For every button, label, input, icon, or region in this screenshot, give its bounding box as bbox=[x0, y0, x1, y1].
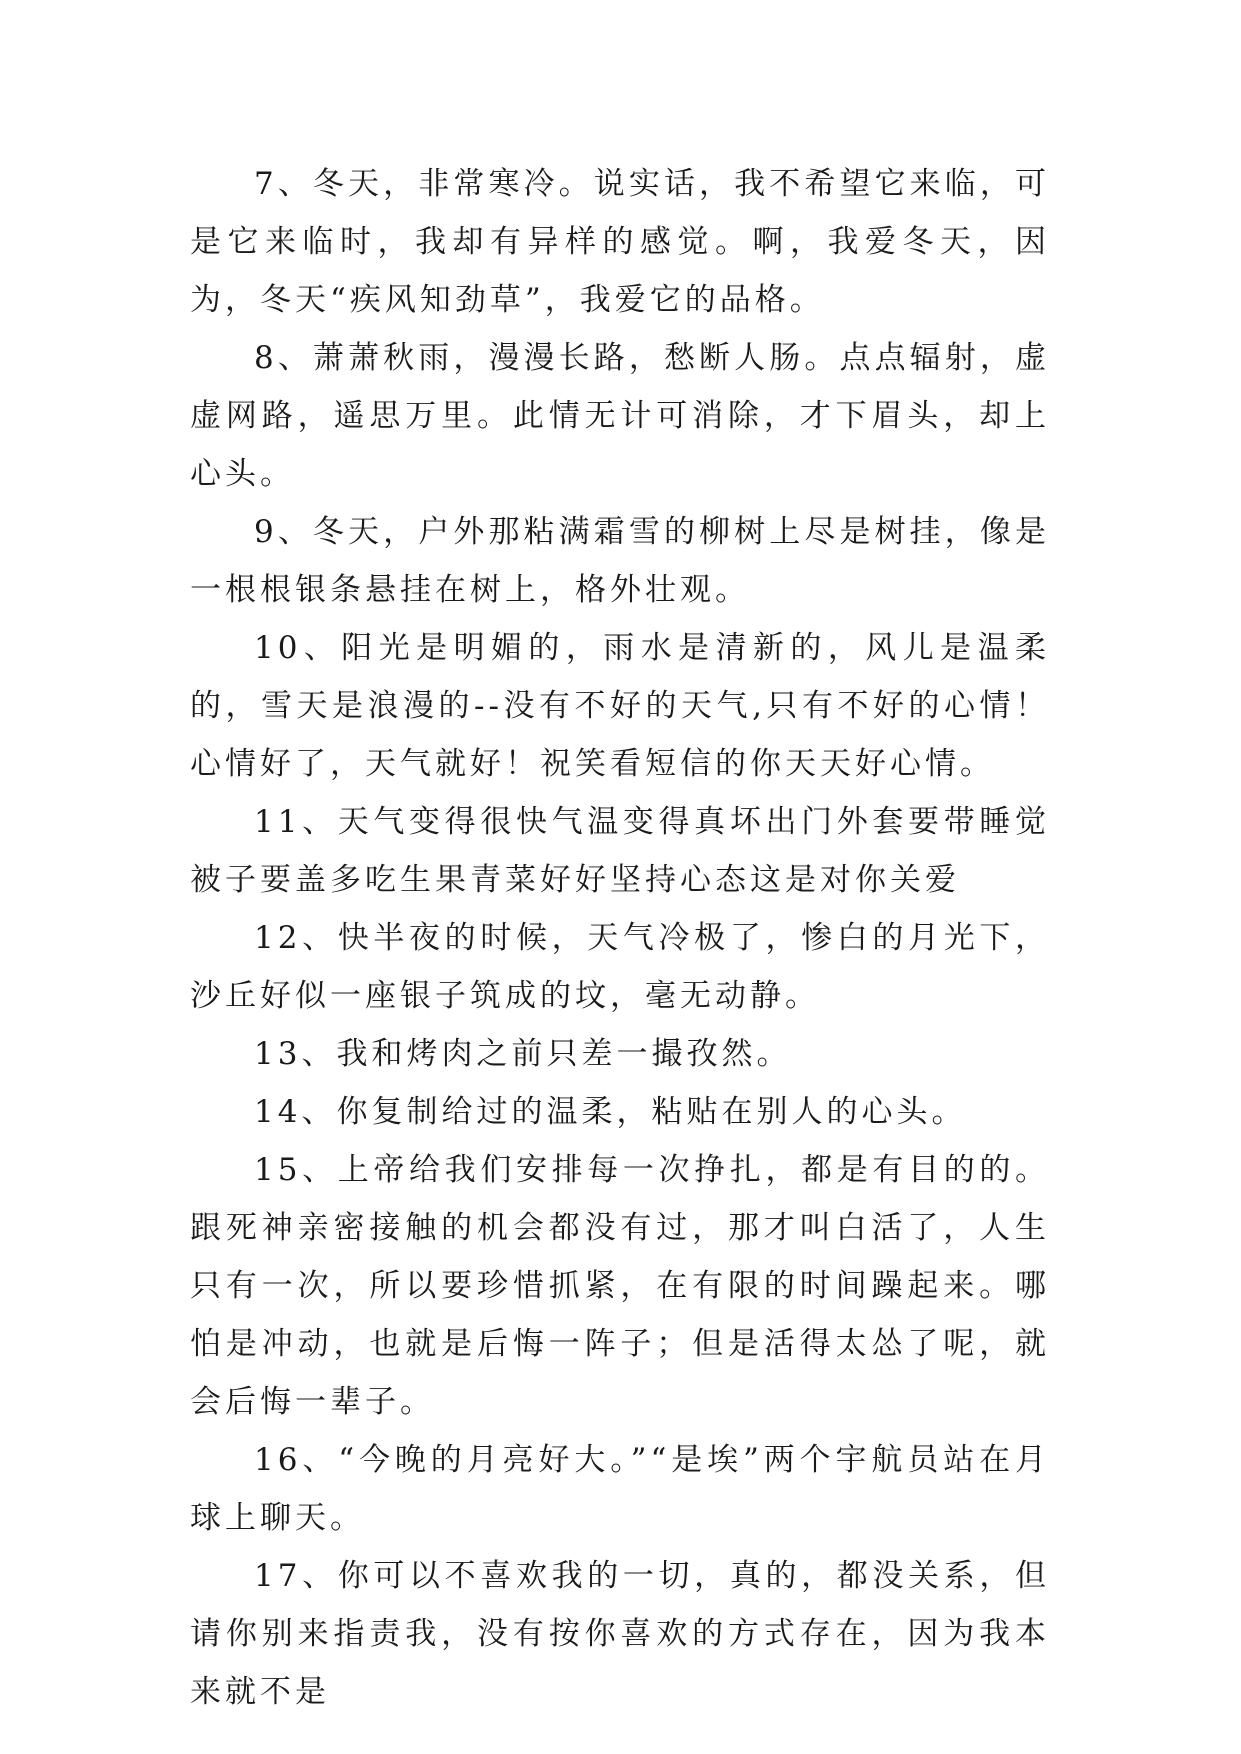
paragraph-15: 15、上帝给我们安排每一次挣扎，都是有目的的。跟死神亲密接触的机会都没有过，那才叫白活了，人生只有一次，所以要珍惜抓紧，在有限的时间躁起来。哪怕是冲动，也就是后悔一阵子；但是活得太怂了呢，就会后悔一辈子。 bbox=[190, 1152, 1050, 1420]
paragraph-12: 12、快半夜的时候，天气冷极了，惨白的月光下，沙丘好似一座银子筑成的坟，毫无动静。 bbox=[190, 920, 1050, 1014]
paragraph-10: 10、阳光是明媚的，雨水是清新的，风儿是温柔的，雪天是浪漫的--没有不好的天气,只有不好的心情！心情好了，天气就好！祝笑看短信的你天天好心情。 bbox=[190, 630, 1050, 782]
paragraph-17: 17、你可以不喜欢我的一切，真的，都没关系，但请你别来指责我，没有按你喜欢的方式存在，因为我本来就不是 bbox=[190, 1558, 1050, 1710]
paragraph-11: 11、天气变得很快气温变得真坏出门外套要带睡觉被子要盖多吃生果青菜好好坚持心态这是对你关爱 bbox=[190, 804, 1050, 898]
paragraph-9: 9、冬天，户外那粘满霜雪的柳树上尽是树挂，像是一根根银条悬挂在树上，格外壮观。 bbox=[190, 514, 1050, 608]
paragraph-8: 8、萧萧秋雨，漫漫长路，愁断人肠。点点辐射，虚虚网路，遥思万里。此情无计可消除，才下眉头，却上心头。 bbox=[190, 340, 1050, 492]
document-body bbox=[190, 155, 1050, 1721]
paragraph-13: 13、我和烤肉之前只差一撮孜然。 bbox=[254, 1036, 792, 1072]
paragraph-14: 14、你复制给过的温柔，粘贴在别人的心头。 bbox=[254, 1094, 967, 1130]
paragraph-16: 16、“今晚的月亮好大。”“是埃”两个宇航员站在月球上聊天。 bbox=[190, 1442, 1050, 1536]
paragraph-7: 7、冬天，非常寒冷。说实话，我不希望它来临，可是它来临时，我却有异样的感觉。啊，我爱冬天，因为，冬天“疾风知劲草”，我爱它的品格。 bbox=[190, 166, 1050, 318]
